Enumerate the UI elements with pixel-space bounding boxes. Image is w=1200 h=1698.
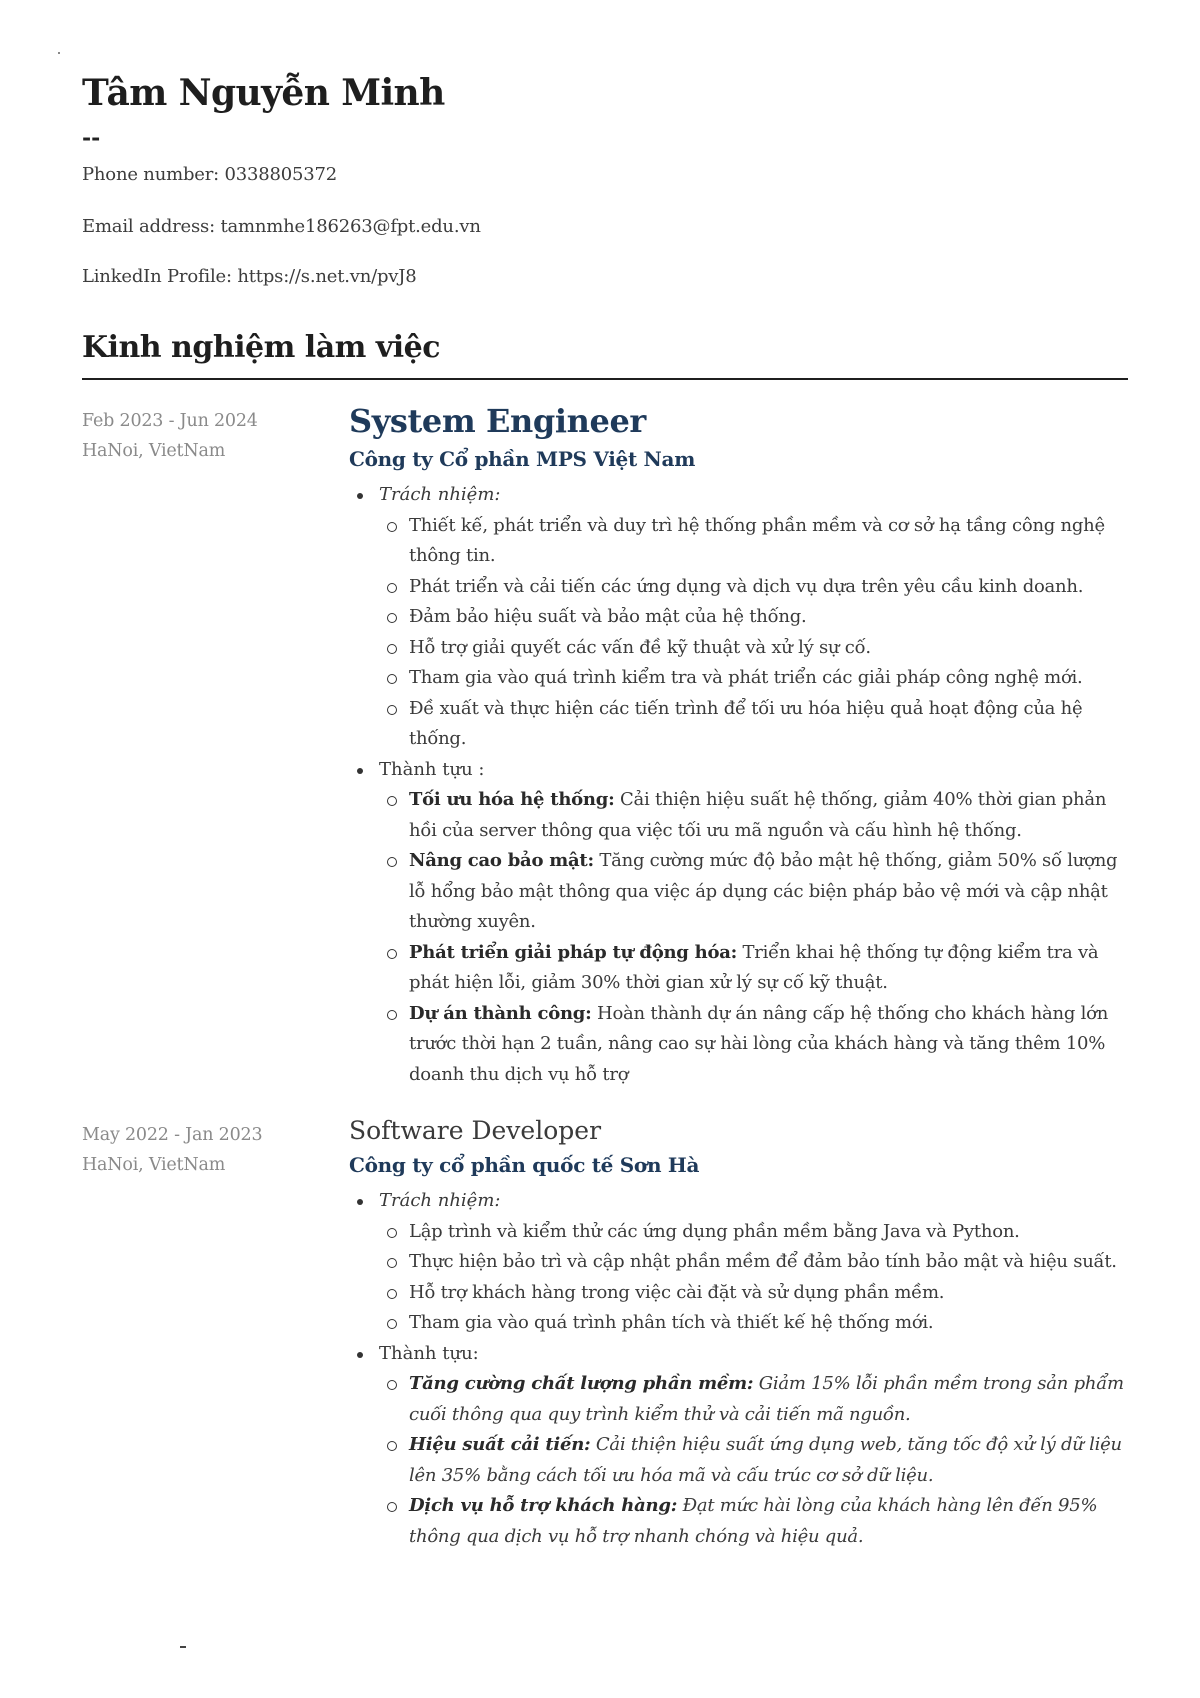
list-item	[409, 1430, 1134, 1491]
responsibilities-list	[379, 511, 1134, 755]
job-dates: May 2022 - Jan 2023	[82, 1125, 263, 1145]
list-item	[409, 785, 1134, 846]
list-item: Tham gia vào quá trình phân tích và thiết kế hệ thống mới.	[409, 1308, 1134, 1339]
achievement-heading: Tối ưu hóa hệ thống:	[409, 789, 615, 810]
achievements-item	[379, 1339, 1134, 1553]
phone-number: Phone number: 0338805372	[82, 164, 338, 185]
achievement-heading: Dịch vụ hỗ trợ khách hàng:	[409, 1495, 678, 1516]
list-item	[409, 846, 1134, 938]
responsibilities-item	[379, 480, 1134, 755]
list-item: Đề xuất và thực hiện các tiến trình để tối ưu hóa hiệu quả hoạt động của hệ thống.	[409, 694, 1134, 755]
job-body	[349, 1114, 1134, 1552]
list-item	[409, 999, 1134, 1091]
list-item	[409, 1491, 1134, 1552]
achievements-list	[379, 785, 1134, 1090]
achievement-text: Hoàn thành dự án nâng cấp hệ thống cho khách hàng lớn trước thời hạn 2 tuần, nâng cao sự hài lòng của khách hàng và tăng thêm 10% doanh thu dịch vụ hỗ trợ	[409, 1002, 1109, 1085]
list-item: Thực hiện bảo trì và cập nhật phần mềm để đảm bảo tính bảo mật và hiệu suất.	[409, 1247, 1134, 1278]
achievement-text: Triển khai hệ thống tự động kiểm tra và phát hiện lỗi, giảm 30% thời gian xử lý sự cố kỹ thuật.	[409, 941, 1099, 993]
list-item: Hỗ trợ giải quyết các vấn đề kỹ thuật và xử lý sự cố.	[409, 633, 1134, 664]
list-item: Đảm bảo hiệu suất và bảo mật của hệ thống.	[409, 602, 1134, 633]
list-item: Hỗ trợ khách hàng trong việc cài đặt và sử dụng phần mềm.	[409, 1278, 1134, 1309]
company-name: Công ty cổ phần quốc tế Sơn Hà	[349, 1153, 700, 1177]
list-item: Lập trình và kiểm thử các ứng dụng phần mềm bằng Java và Python.	[409, 1217, 1134, 1248]
job-meta	[82, 1120, 322, 1180]
achievements-item	[379, 755, 1134, 1091]
achievement-heading: Phát triển giải pháp tự động hóa:	[409, 941, 738, 963]
achievement-text: Đạt mức hài lòng của khách hàng lên đến 95% thông qua dịch vụ hỗ trợ nhanh chóng và hiệu quả.	[409, 1495, 1098, 1547]
job-meta	[82, 406, 322, 466]
stray-mark	[180, 1646, 186, 1648]
section-title-experience: Kinh nghiệm làm việc	[82, 330, 441, 365]
job-dates: Feb 2023 - Jun 2024	[82, 411, 258, 431]
name-separator: --	[82, 125, 101, 151]
list-item: Tham gia vào quá trình kiểm tra và phát triển các giải pháp công nghệ mới.	[409, 663, 1134, 694]
job-location: HaNoi, VietNam	[82, 1155, 226, 1175]
list-item	[409, 938, 1134, 999]
email-address: Email address: tamnmhe186263@fpt.edu.vn	[82, 216, 481, 237]
achievements-label: Thành tựu :	[379, 758, 485, 780]
job-title: System Engineer	[349, 402, 646, 440]
linkedin-profile: LinkedIn Profile: https://s.net.vn/pvJ8	[82, 266, 417, 287]
achievement-heading: Nâng cao bảo mật:	[409, 850, 594, 871]
achievement-text: Cải thiện hiệu suất ứng dụng web, tăng tốc độ xử lý dữ liệu lên 35% bằng cách tối ưu hóa mã và cấu trúc cơ sở dữ liệu.	[409, 1434, 1122, 1486]
achievement-text: Giảm 15% lỗi phần mềm trong sản phẩm cuối thông qua quy trình kiểm thử và cải tiến mã nguồn.	[409, 1373, 1124, 1425]
section-divider	[82, 378, 1128, 380]
achievements-list	[379, 1369, 1134, 1552]
company-name: Công ty Cổ phần MPS Việt Nam	[349, 447, 696, 471]
achievement-text: Cải thiện hiệu suất hệ thống, giảm 40% thời gian phản hồi của server thông qua việc tối ưu mã nguồn và cấu hình hệ thống.	[409, 789, 1107, 841]
job-body	[349, 400, 1134, 1090]
achievements-label: Thành tựu:	[379, 1342, 479, 1364]
list-item: Phát triển và cải tiến các ứng dụng và dịch vụ dựa trên yêu cầu kinh doanh.	[409, 572, 1134, 603]
job-details-list	[349, 1186, 1134, 1552]
candidate-name: Tâm Nguyễn Minh	[82, 72, 445, 114]
list-item: Thiết kế, phát triển và duy trì hệ thống phần mềm và cơ sở hạ tầng công nghệ thông tin.	[409, 511, 1134, 572]
achievement-heading: Dự án thành công:	[409, 1002, 592, 1024]
list-item	[409, 1369, 1134, 1430]
responsibilities-item	[379, 1186, 1134, 1339]
responsibilities-label: Trách nhiệm:	[379, 1190, 501, 1211]
achievement-heading: Tăng cường chất lượng phần mềm:	[409, 1373, 754, 1394]
responsibilities-list	[379, 1217, 1134, 1339]
job-details-list	[349, 480, 1134, 1090]
job-title: Software Developer	[349, 1116, 602, 1145]
job-location: HaNoi, VietNam	[82, 441, 226, 461]
achievement-text: Tăng cường mức độ bảo mật hệ thống, giảm 50% số lượng lỗ hổng bảo mật thông qua việc áp dụng các biện pháp bảo vệ mới và cập nhật thường xuyên.	[409, 850, 1118, 932]
stray-mark	[58, 52, 60, 54]
responsibilities-label: Trách nhiệm:	[379, 484, 501, 505]
achievement-heading: Hiệu suất cải tiến:	[409, 1434, 591, 1455]
